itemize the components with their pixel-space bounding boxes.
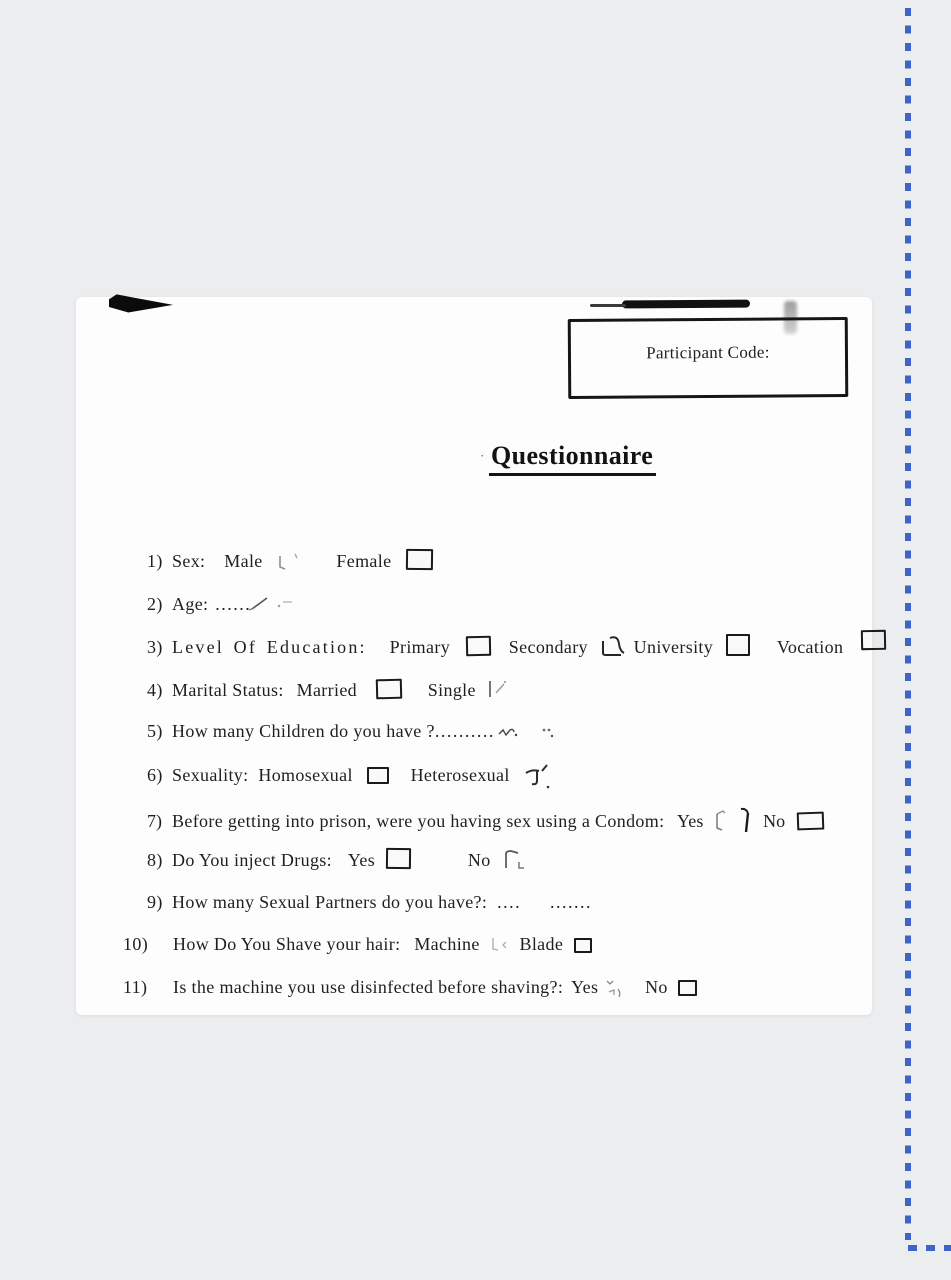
checkbox-vocation	[861, 630, 886, 650]
answer-dots-2: .......	[549, 891, 592, 912]
question-row-5	[76, 719, 872, 762]
question-label: Is the machine you use disinfected before shaving?:	[173, 976, 564, 997]
question-label: Before getting into prison, were you having sex using a Condom:	[172, 810, 665, 831]
scan-artifact-bar-thin	[590, 304, 626, 307]
pen-mark-yes	[604, 977, 624, 1000]
pen-mark-single	[486, 677, 508, 701]
question-label: How many Sexual Partners do you have?:	[172, 891, 488, 912]
question-list	[76, 549, 872, 1018]
question-number: 7)	[147, 810, 163, 831]
question-number: 3)	[147, 637, 163, 658]
participant-code-box	[568, 317, 849, 399]
option-label-female: Female	[336, 551, 392, 571]
question-label: Sexuality:	[172, 764, 249, 785]
pen-mark-machine	[489, 935, 511, 953]
pen-mark-yes-bracket	[712, 807, 727, 834]
pen-mark-children	[497, 725, 519, 738]
question-row-1	[76, 549, 872, 592]
answer-dots: ..........	[434, 721, 495, 742]
option-label-single: Single	[427, 679, 476, 700]
option-label-vocation: Vocation	[776, 637, 844, 658]
question-number: 6)	[147, 764, 163, 785]
question-number: 9)	[147, 891, 163, 912]
option-label-secondary: Secondary	[508, 637, 588, 658]
pen-mark-children-2	[540, 726, 556, 739]
dashed-border-vertical	[905, 8, 911, 1240]
question-row-9	[76, 890, 872, 933]
question-number: 11)	[123, 976, 148, 997]
question-row-8	[76, 847, 872, 890]
question-number: 10)	[123, 934, 149, 955]
question-label: Sex:	[172, 551, 206, 571]
page-title: Questionnaire	[489, 441, 656, 476]
option-label-heterosexual: Heterosexual	[410, 764, 510, 785]
question-row-3	[76, 634, 872, 677]
question-label: Age:	[172, 593, 209, 614]
option-label-university: University	[633, 637, 714, 658]
option-label-blade: Blade	[519, 934, 564, 955]
option-label-no: No	[763, 810, 786, 831]
option-label-machine: Machine	[414, 934, 480, 955]
question-row-7	[76, 805, 872, 848]
checkbox-yes	[386, 848, 411, 869]
option-label-primary: Primary	[389, 637, 451, 658]
question-number: 8)	[147, 850, 163, 871]
question-label: How many Children do you have ?	[172, 721, 435, 742]
checkbox-married	[376, 678, 403, 699]
question-row-6	[76, 762, 872, 805]
question-number: 1)	[147, 551, 163, 571]
scan-artifact-bar	[622, 300, 750, 309]
checkbox-no	[678, 980, 697, 996]
pen-mark-age	[248, 595, 294, 613]
scan-speck: ·	[480, 448, 485, 463]
dashed-border-horizontal	[908, 1245, 951, 1251]
option-label-no: No	[645, 976, 668, 997]
option-label-no: No	[467, 850, 491, 871]
checkbox-homosexual	[367, 767, 389, 784]
checkbox-female	[406, 549, 433, 570]
checkbox-primary	[466, 636, 491, 657]
pen-scribble-checkbox-secondary	[598, 634, 628, 659]
option-label-married: Married	[296, 679, 358, 700]
answer-dots: ....	[497, 891, 522, 912]
option-label-male: Male	[224, 551, 263, 571]
pen-mark-male	[276, 551, 300, 571]
option-label-yes: Yes	[571, 976, 599, 997]
question-number: 4)	[147, 679, 163, 700]
question-row-2	[76, 592, 872, 635]
question-row-10	[76, 932, 872, 975]
scan-artifact-wedge	[109, 294, 173, 315]
pen-mark-no	[499, 847, 527, 872]
question-label: Level Of Education:	[172, 637, 367, 658]
checkbox-blade	[574, 938, 592, 953]
question-row-4	[76, 677, 872, 720]
question-label: Do You inject Drugs:	[172, 850, 333, 871]
question-number: 5)	[147, 721, 163, 742]
participant-code-label: Participant Code:	[646, 342, 770, 363]
question-row-11	[76, 975, 872, 1018]
checkbox-university	[726, 634, 750, 656]
question-label: How Do You Shave your hair:	[173, 934, 401, 955]
pen-mark-heterosexual	[523, 762, 551, 790]
answer-dots: ......	[215, 593, 252, 614]
checkbox-no	[796, 811, 824, 830]
question-number: 2)	[147, 593, 163, 614]
option-label-homosexual: Homosexual	[258, 764, 353, 785]
pen-mark-yes-stroke	[738, 805, 753, 834]
question-label: Marital Status:	[172, 679, 284, 700]
option-label-yes: Yes	[347, 850, 376, 871]
scanned-questionnaire-page	[76, 297, 872, 1015]
option-label-yes: Yes	[677, 810, 704, 831]
